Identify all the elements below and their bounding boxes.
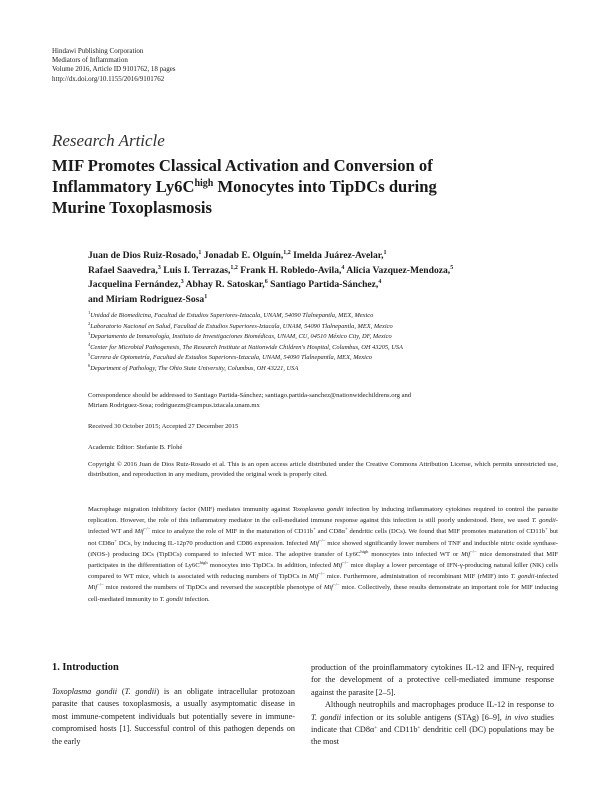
author-affiliation-mark: 4 xyxy=(378,279,382,285)
author-affiliation-mark: 3 xyxy=(157,264,161,271)
volume-info: Volume 2016, Article ID 9101762, 18 pages xyxy=(52,65,176,74)
author-name: Abhay R. Satoskar, xyxy=(185,279,265,290)
author-name: Jonadab E. Olguín, xyxy=(203,250,284,261)
correspondence-line: Miriam Rodriguez-Sosa; rodriguezm@campus.iztacala.unam.mx xyxy=(88,402,260,410)
author-name: Frank H. Robledo-Avila, xyxy=(240,264,342,276)
article-type: Research Article xyxy=(52,131,165,150)
author-affiliation-mark: 5 xyxy=(450,264,454,271)
section-heading-introduction: 1. Introduction xyxy=(52,662,119,673)
title-line-1: MIF Promotes Classical Activation and Conversion of xyxy=(52,156,433,175)
title-line-3: Murine Toxoplasmosis xyxy=(52,198,212,217)
affiliation-item xyxy=(88,364,568,375)
affiliation-list xyxy=(88,311,568,375)
affiliation-text: Departamento de Inmunología, Instituto de Investigaciones Biomédicas, UNAM, CU, 04510 México City, DF, Mexico xyxy=(90,333,392,341)
affiliation-text: Unidad de Biomedicina, Facultad de Estudios Superiores-Iztacala, UNAM, 54090 Tlalnepantla, MEX, Mexico xyxy=(90,312,374,319)
author-affiliation-mark: 6 xyxy=(264,279,268,285)
publisher-name: Hindawi Publishing Corporation xyxy=(52,47,144,55)
affiliation-number: 1 xyxy=(88,310,91,315)
correspondence xyxy=(88,391,558,412)
author-list xyxy=(88,249,558,307)
author-name: Jacquelina Fernández, xyxy=(88,279,181,290)
affiliation-number: 5 xyxy=(88,352,91,358)
author-name: Alicia Vazquez-Mendoza, xyxy=(346,264,451,276)
affiliation-item xyxy=(88,332,568,343)
doi-link[interactable]: http://dx.doi.org/10.1155/2016/9101762 xyxy=(52,74,165,83)
author-affiliation-mark: 1 xyxy=(383,250,387,256)
affiliation-item xyxy=(88,322,568,333)
correspondence-line: Correspondence should be addressed to Santiago Partida-Sánchez; santiago.partida-sanchez@nationwidechildrens.org and xyxy=(88,392,412,399)
title-text: Monocytes into TipDCs during xyxy=(213,177,437,196)
title-line-2 xyxy=(52,176,552,197)
journal-name: Mediators of Inflammation xyxy=(52,56,128,65)
author-name: Rafael Saavedra, xyxy=(88,264,158,276)
paragraph: production of the proinflammatory cytokines IL-12 and IFN-γ, required for the development of a protective cell-mediated immune response against the parasite [2–5]. xyxy=(311,663,554,697)
author-name: Imelda Juárez-Avelar, xyxy=(293,250,384,261)
author-affiliation-mark: 4 xyxy=(341,264,345,271)
academic-editor: Academic Editor: Stefanie B. Flohé xyxy=(88,444,183,451)
affiliation-number: 6 xyxy=(88,362,91,368)
author-affiliation-mark: 1 xyxy=(198,250,202,256)
received-accepted-dates: Received 30 October 2015; Accepted 27 December 2015 xyxy=(88,423,239,430)
body-column-right xyxy=(311,662,554,749)
affiliation-item xyxy=(88,343,568,354)
affiliation-number: 2 xyxy=(88,320,91,326)
author-name: Juan de Dios Ruiz-Rosado, xyxy=(88,250,199,261)
affiliation-item xyxy=(88,311,568,322)
author-affiliation-mark: 1,2 xyxy=(230,264,238,271)
affiliation-text: Laboratorio Nacional en Salud, Facultad de Estudios Superiores-Iztacala, UNAM, 54090 Tlalnepantla, MEX, Mexico xyxy=(90,322,393,330)
journal-header xyxy=(52,47,176,84)
author-name: Luis I. Terrazas, xyxy=(163,264,231,276)
body-column-left: Toxoplasma gondii (T. gondii) is an obligate intracellular protozoan parasite that causes toxoplasmosis, a usually asymptomatic disease in most immune-competent individuals but potentially severe in immune-compromised hosts [1]. Successful control of this pathogen depends on the early xyxy=(52,687,296,746)
author-name: Santiago Partida-Sánchez, xyxy=(270,279,379,290)
paragraph: Although neutrophils and macrophages produce IL-12 in response to T. gondii infection or its soluble antigens (STAg) [6–9], in vivo studies indicate that CD8α+ and CD11b+ dendritic cell (DC) populations may be the most xyxy=(311,700,554,747)
affiliation-item xyxy=(88,353,568,364)
affiliation-number: 3 xyxy=(88,331,91,337)
affiliation-text: Center for Microbial Pathogenesis, The Research Institute at Nationwide Children's Hospital, Columbus, OH 43205, USA xyxy=(90,343,403,351)
abstract: Macrophage migration inhibitory factor (MIF) mediates immunity against Toxoplasma gondii infection by inducing inflammatory cytokines required to control the parasite replication. However, the role of this inflammatory mediator in the cell-mediated immune response against this infection is still poorly understood. Here, we used T. gondii-infected WT and Mif−/− mice to analyze the role of MIF in the maturation of CD11b+ and CD8α+ dendritic cells (DCs). We found that MIF promotes maturation of CD11b+ but not CD8α+ DCs, by inducing IL-12p70 production and CD86 expression. Infected Mif−/− mice showed significantly lower numbers of TNF and inducible nitric oxide synthase- (iNOS-) producing DCs (TipDCs) compared to infected WT mice. The adoptive transfer of $Ly6C^{high}$ monocytes into infected WT or Mif−/− mice demonstrated that MIF participates in the differentiation of $Ly6C^{high}$ monocytes into TipDCs. In addition, infected Mif−/− mice display a lower percentage of IFN-γ-producing natural killer (NK) cells compared to WT mice, which is associated with reducing numbers of TipDCs in Mif−/− mice. Furthermore, administration of recombinant MIF (rMIF) into T. gondii-infected Mif−/− mice restored the numbers of TipDCs and reversed the susceptible phenotype of Mif−/− mice. Collectively, these results demonstrate an important role for MIF inducing cell-mediated immunity to T. gondii infection. xyxy=(88,506,559,603)
author-affiliation-mark: 3 xyxy=(180,279,184,285)
affiliation-text: Carrera de Optometría, Facultad de Estudios Superiores-Iztacala, UNAM, 54090 Tlalnepantla, MEX, Mexico xyxy=(90,354,372,362)
title-superscript: high xyxy=(194,178,214,189)
author-name: and Miriam Rodriguez-Sosa xyxy=(88,293,205,305)
copyright-notice: Copyright © 2016 Juan de Dios Ruiz-Rosado et al. This is an open access article distributed under the Creative Commons Attribution License, which permits unrestricted use, distribution, and reproduction in any medium, provided the original work is properly cited. xyxy=(88,461,558,479)
affiliation-number: 4 xyxy=(88,341,91,347)
affiliation-text: Department of Pathology, The Ohio State University, Columbus, OH 43221, USA xyxy=(90,364,299,372)
author-affiliation-mark: 1,2 xyxy=(283,250,291,256)
author-affiliation-mark: 1 xyxy=(204,293,208,300)
article-title xyxy=(52,155,552,218)
title-text: Inflammatory Ly6C xyxy=(52,177,195,196)
